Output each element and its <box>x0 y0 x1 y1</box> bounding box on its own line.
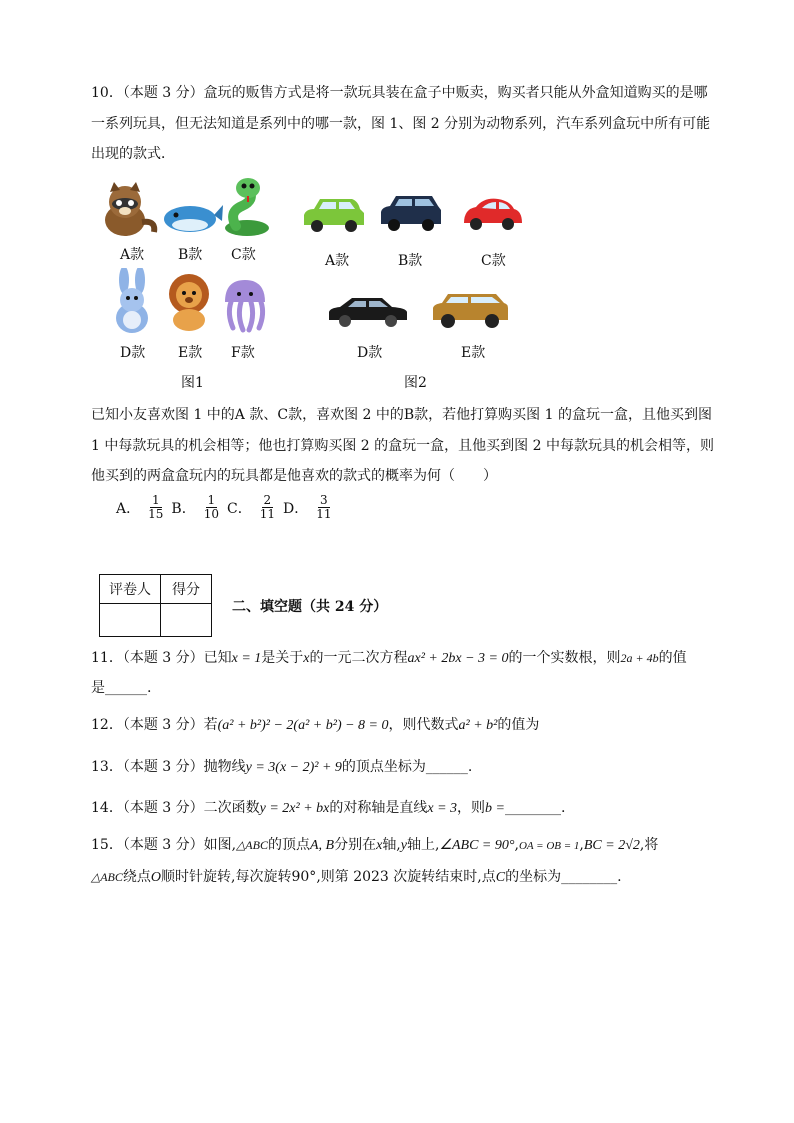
fig1-caption: 图1 <box>181 375 204 391</box>
rabbit-toy-image <box>108 268 156 334</box>
score-table <box>99 574 212 637</box>
q10-line2: 一系列玩具，但无法知道是系列中的哪一款，图 1、图 2 分别为动物系列，汽车系列盒玩中所有可能 <box>91 116 711 132</box>
whale-toy-image <box>160 195 224 235</box>
green-car-image <box>300 195 368 235</box>
black-suv-image <box>378 192 444 234</box>
fig1-label-a: A款 <box>120 247 145 263</box>
fig2-label-c: C款 <box>481 253 506 269</box>
option-a-label: A． <box>116 500 141 517</box>
option-d-label: D． <box>282 500 309 517</box>
option-b-fraction: $\frac{1}{10}$ <box>203 493 219 521</box>
q10-body3: 他买到的两盒盒玩内的玩具都是他喜欢的款式的概率为何（ ） <box>91 468 497 484</box>
option-c-fraction: $\frac{2}{11}$ <box>259 493 275 521</box>
q10-line1: 10．（本题 3 分）盒玩的贩售方式是将一款玩具装在盒子中贩卖，购买者只能从外盒知道购买的是哪 <box>91 85 708 101</box>
snake-toy-image <box>222 176 272 238</box>
fig1-label-c: C款 <box>231 247 256 263</box>
q10-body2: 1 中每款玩具的机会相等；他也打算购买图 2 的盒玩一盒，且他买到图 2 中每款玩具的机会相等，则 <box>91 438 714 454</box>
score-table-reviewer-cell <box>100 604 161 637</box>
fig2-label-d: D款 <box>357 345 383 361</box>
fig1-label-e: E款 <box>178 345 203 361</box>
q10-line3: 出现的款式． <box>91 146 175 162</box>
black-sedan-image <box>326 294 410 330</box>
option-c-label: C． <box>226 500 252 517</box>
fig1-label-f: F款 <box>231 345 255 361</box>
fig2-label-e: E款 <box>461 345 486 361</box>
q11-line2: 是______. <box>91 680 152 696</box>
fig2-label-a: A款 <box>325 253 350 269</box>
fig2-label-b: B款 <box>398 253 423 269</box>
q14-line: 14．（本题 3 分）二次函数y = 2x² + bx的对称轴是直线x = 3，则b =________. <box>91 800 566 816</box>
jellyfish-toy-image <box>221 278 269 334</box>
option-b-label: B． <box>171 500 196 517</box>
q15-line1: 15．（本题 3 分）如图,△ABC的顶点A, B分别在x轴,y轴上,∠ABC = 90°,OA = OB = 1,BC = 2√2,将 <box>91 837 659 853</box>
fig1-label-b: B款 <box>178 247 203 263</box>
q10-body1: 已知小友喜欢图 1 中的A 款、C款，喜欢图 2 中的B款，若他打算购买图 1 的盒玩一盒，且他买到图 <box>91 407 712 423</box>
option-a-fraction: $\frac{1}{15}$ <box>148 493 164 521</box>
raccoon-toy-image <box>92 180 158 238</box>
red-beetle-car-image <box>460 195 524 233</box>
q13-line: 13．（本题 3 分）抛物线y = 3(x − 2)² + 9的顶点坐标为______. <box>91 759 473 775</box>
lion-toy-image <box>165 272 213 332</box>
score-table-reviewer-header: 评卷人 <box>100 575 161 604</box>
score-table-score-cell <box>161 604 212 637</box>
q10-options <box>116 494 334 521</box>
q12-line: 12．（本题 3 分）若(a² + b²)² − 2(a² + b²) − 8 = 0，则代数式a² + b²的值为 <box>91 717 540 733</box>
fig1-label-d: D款 <box>120 345 146 361</box>
option-d-fraction: $\frac{3}{11}$ <box>316 493 332 521</box>
q11-line1: 11．（本题 3 分）已知x = 1是关于x的一元二次方程ax² + 2bx − 3 = 0的一个实数根，则2a + 4b的值 <box>91 650 687 666</box>
section-2-title: 二、填空题（共 24 分） <box>232 599 388 615</box>
q15-line2: △ABC绕点O顺时针旋转,每次旋转90°,则第 2023 次旋转结束时,点C的坐标为________. <box>91 869 622 885</box>
tan-suv-image <box>430 290 510 332</box>
fig2-caption: 图2 <box>404 375 427 391</box>
score-table-score-header: 得分 <box>161 575 212 604</box>
